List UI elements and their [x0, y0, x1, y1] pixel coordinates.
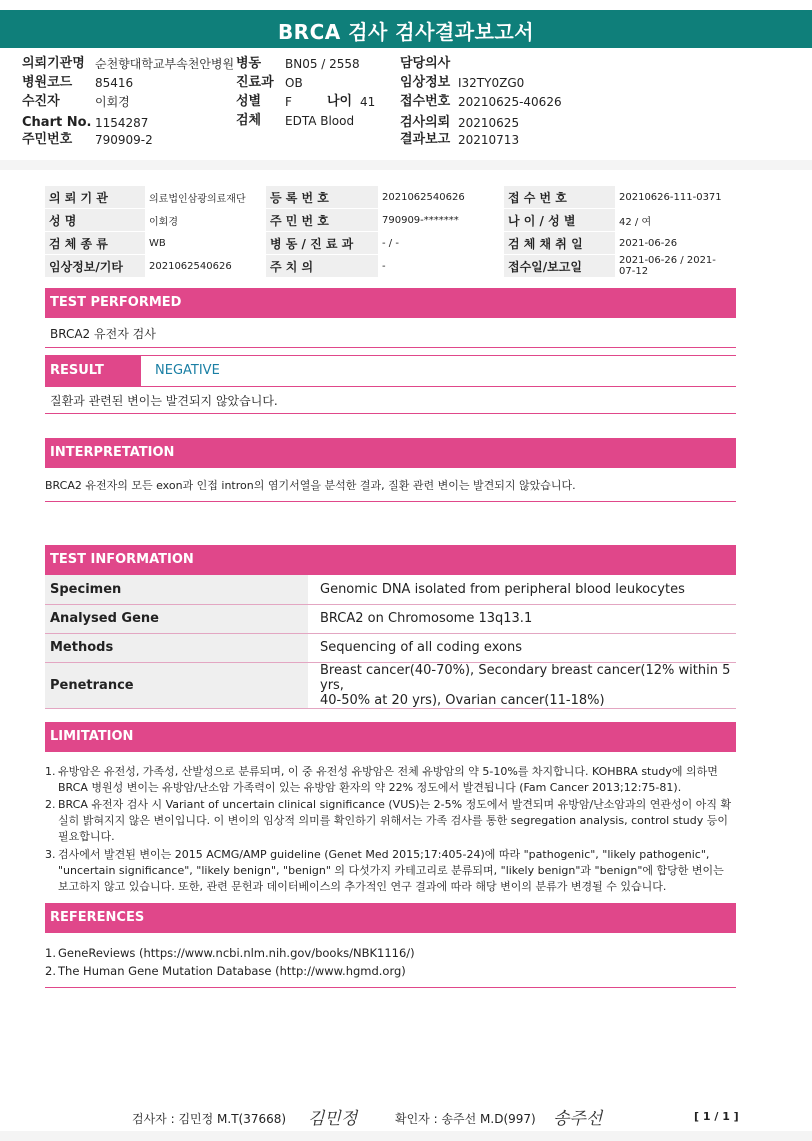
divider: [45, 501, 736, 502]
request-header: [0, 48, 812, 161]
item-number: 3.: [45, 848, 56, 861]
chart-value: 1154287: [95, 116, 149, 130]
divider: [45, 987, 736, 988]
info-key: 접수일/보고일: [504, 255, 615, 278]
info-value: 이회경: [145, 209, 266, 232]
ward-value: BN05 / 2558: [285, 57, 360, 71]
ti-value: Sequencing of all coding exons: [308, 633, 736, 662]
info-key: 임상정보/기타: [45, 255, 145, 278]
interpretation-header: [45, 438, 736, 468]
table-row: [45, 232, 736, 255]
info-key: 주 민 번 호: [266, 209, 378, 232]
divider: [45, 347, 736, 348]
table-row: [45, 662, 736, 708]
age-value: 41: [360, 95, 376, 109]
signature-footer: [0, 1104, 812, 1134]
interpretation-text: BRCA2 유전자의 모든 exon과 인접 intron의 염기서열을 분석한 결과, 질환 관련 변이는 발견되지 않았습니다.: [45, 479, 576, 492]
info-key: 성 명: [45, 209, 145, 232]
separator-band: [0, 160, 812, 170]
age-label: 나이: [327, 94, 353, 109]
ti-value: BRCA2 on Chromosome 13q13.1: [308, 604, 736, 633]
info-key: 접 수 번 호: [504, 186, 615, 209]
patient-info-table: [45, 186, 736, 278]
chart-label: Chart No.: [22, 115, 92, 130]
table-row: [45, 209, 736, 232]
patient-label: 수진자: [22, 94, 60, 109]
penetrance-line: 40-50% at 20 yrs), Ovarian cancer(11-18%): [320, 692, 605, 708]
ti-key: Analysed Gene: [45, 604, 308, 633]
info-value: -: [378, 255, 504, 278]
section-title: RESULT: [50, 363, 104, 378]
item-text: 검사에서 발견된 변이는 2015 ACMG/AMP guideline (Genet Med 2015;17:405-24)에 따라 "pathogenic", "likely pathogenic", "uncertain significance", "likely benign", "benign" 의 다섯가지 카테고리로 분류되며, "likely benign"과 "benign"에 합당한 변이는 보고하지 않고 있습니다. 또한, 관련 문헌과 데이터베이스의 추가적인 연구 결과에 따라 해당 변이의 분류가 변경될 수 있습니다.: [58, 848, 724, 893]
table-row: [45, 255, 736, 278]
item-text: BRCA 유전자 검사 시 Variant of uncertain clinical significance (VUS)는 2-5% 정도에서 발견되며 유방암/난소암과의 연관성이 아직 확실히 밝혀지지 않은 변이입니다. 이 변이의 임상적 의미를 확인하기 위해서는 가족 검사를 통한 segregation analysis, control study 등이 필요합니다.: [58, 798, 732, 843]
info-key: 주 치 의: [266, 255, 378, 278]
request-value: 20210625: [458, 116, 520, 130]
info-key: 검 체 채 취 일: [504, 232, 615, 255]
info-value: 의료법인삼광의료재단: [145, 186, 266, 209]
penetrance-line: Breast cancer(40-70%), Secondary breast cancer(12% within 5 yrs,: [320, 662, 731, 693]
table-row: [45, 186, 736, 209]
item-number: 1.: [45, 946, 56, 960]
table-row: [45, 633, 736, 662]
item-number: 2.: [45, 798, 56, 811]
info-value: 2021062540626: [145, 255, 266, 278]
report-value: 20210713: [458, 133, 520, 147]
info-value: - / -: [378, 232, 504, 255]
ti-key: Specimen: [45, 575, 308, 604]
result-value: NEGATIVE: [155, 363, 220, 378]
info-key: 의 뢰 기 관: [45, 186, 145, 209]
specimen-label: 검체: [236, 113, 262, 128]
result-text: 질환과 관련된 변이는 발견되지 않았습니다.: [50, 394, 278, 408]
section-title: TEST INFORMATION: [50, 552, 194, 567]
page-number: [ 1 / 1 ]: [694, 1110, 739, 1123]
limitation-item: [45, 797, 735, 845]
code-value: 85416: [95, 76, 134, 90]
specimen-value: EDTA Blood: [285, 114, 355, 128]
doctor-label: 담당의사: [400, 56, 451, 71]
item-text: The Human Gene Mutation Database (http://www.hgmd.org): [58, 964, 406, 978]
section-title: INTERPRETATION: [50, 445, 175, 460]
receipt-value: 20210625-40626: [458, 95, 562, 109]
table-row: [45, 575, 736, 604]
dept-label: 진료과: [236, 75, 274, 90]
info-value: 2021-06-26: [615, 232, 736, 255]
report-label: 결과보고: [400, 132, 451, 147]
ti-key: Methods: [45, 633, 308, 662]
divider: [45, 413, 736, 414]
item-text: GeneReviews (https://www.ncbi.nlm.nih.gov/books/NBK1116/): [58, 946, 415, 960]
ward-label: 병동: [236, 56, 262, 71]
references-header: [45, 903, 736, 933]
item-number: 1.: [45, 765, 56, 778]
code-label: 병원코드: [22, 75, 73, 90]
id-label: 주민번호: [22, 132, 73, 147]
item-text: 유방암은 유전성, 가족성, 산발성으로 분류되며, 이 중 유전성 유방암은 전체 유방암의 약 5-10%를 차지합니다. KOHBRA study에 의하면 BRCA 병원성 변이는 유방암/난소암 가족력이 있는 유방암 환자의 약 22% 정도에서 발견됩니다 (Fam Cancer 2013;12:75-81).: [58, 765, 718, 794]
confirmer-signature: 송주선: [553, 1109, 603, 1129]
table-row: [45, 604, 736, 633]
test-information-table: [45, 575, 736, 709]
info-value: 2021-06-26 / 2021-07-12: [615, 255, 736, 278]
reference-item: [45, 945, 735, 961]
report-title: BRCA 검사 검사결과보고서: [277, 20, 535, 44]
id-value: 790909-2: [95, 133, 153, 147]
info-key: 등 록 번 호: [266, 186, 378, 209]
info-value: 42 / 여: [615, 209, 736, 232]
result-label-box: [45, 356, 141, 386]
sex-label: 성별: [236, 94, 262, 109]
limitation-header: [45, 722, 736, 752]
report-title-bar: [0, 10, 812, 48]
patient-value: 이회경: [95, 95, 130, 109]
clinical-label: 임상정보: [400, 75, 451, 90]
item-number: 2.: [45, 964, 56, 978]
hospital-label: 의뢰기관명: [22, 56, 85, 71]
section-title: REFERENCES: [50, 910, 145, 925]
confirmer-text: 확인자 : 송주선 M.D(997): [395, 1112, 536, 1126]
info-key: 나 이 / 성 별: [504, 209, 615, 232]
section-title: TEST PERFORMED: [50, 295, 182, 310]
info-key: 병 동 / 진 료 과: [266, 232, 378, 255]
hospital-value: 순천향대학교부속천안병원: [95, 57, 235, 71]
reference-item: [45, 963, 735, 979]
limitation-item: [45, 847, 735, 895]
limitation-item: [45, 764, 735, 796]
request-label: 검사의뢰: [400, 115, 451, 130]
info-value: 20210626-111-0371: [615, 186, 736, 209]
test-information-header: [45, 545, 736, 575]
info-value: 790909-*******: [378, 209, 504, 232]
test-performed-text: BRCA2 유전자 검사: [50, 327, 156, 341]
result-row: [45, 355, 736, 387]
tester-text: 검사자 : 김민정 M.T(37668): [132, 1112, 287, 1126]
tester-signature: 김민정: [308, 1109, 358, 1129]
ti-value: [308, 662, 736, 708]
bottom-band: [0, 1131, 812, 1141]
info-value: WB: [145, 232, 266, 255]
info-key: 검 체 종 류: [45, 232, 145, 255]
sex-value: F: [285, 95, 292, 109]
clinical-value: I32TY0ZG0: [458, 76, 525, 90]
ti-key: Penetrance: [45, 662, 308, 708]
info-value: 2021062540626: [378, 186, 504, 209]
receipt-label: 접수번호: [400, 94, 451, 109]
dept-value: OB: [285, 76, 303, 90]
test-performed-header: [45, 288, 736, 318]
ti-value: Genomic DNA isolated from peripheral blood leukocytes: [308, 575, 736, 604]
section-title: LIMITATION: [50, 729, 134, 744]
